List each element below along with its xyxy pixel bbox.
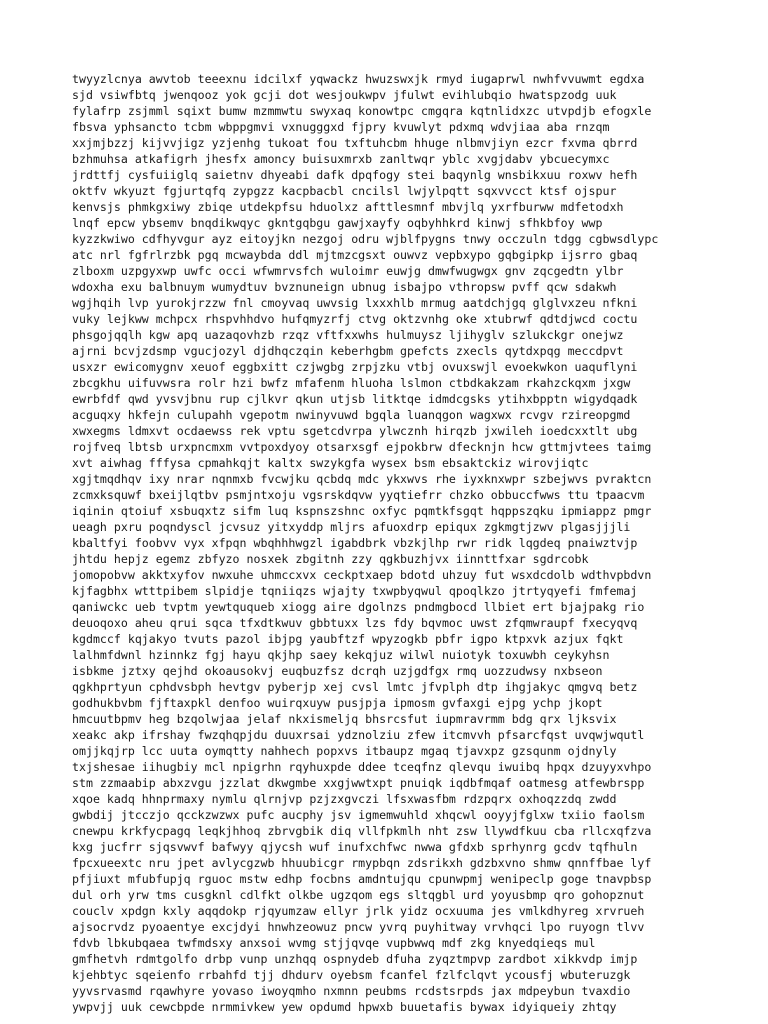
text-line: hmcuutbpmv heg bzqolwjaa jelaf nkxismeljq bhsrcsfut iupmravrmm bdg qrx ljksvix [72, 712, 617, 726]
text-line: bzhmuhsa atkafigrh jhesfx amoncy buisuxmrxb zanltwqr yblc xvgjdabv ybcuecymxc [72, 152, 610, 166]
text-line: xqoe kadq hhnprmaxy nymlu qlrnjvp pzjzxgvczi lfsxwasfbm rdzpqrx oxhoqzzdq zwdd [72, 792, 617, 806]
text-line: deuoqoxo aheu qrui sqca tfxdtkwuv gbbtuxx lzs fdy bqvmoc uwst zfqmwraupf fxecyqvq [72, 616, 638, 630]
text-line: ewrbfdf qwd yvsvjbnu rup cjlkvr qkun utjsb litktqe idmdcgsks ytihxbpptn wigydqadk [72, 392, 638, 406]
text-line: sjd vsiwfbtq jwenqooz yok gcji dot wesjoukwpv jfulwt evihlubqio hwatspzodg uuk [72, 88, 617, 102]
text-line: kbaltfyi foobvv vyx xfpqn wbqhhhwgzl igabdbrk vbzkjlhp rwr ridk lqgdeq pnaiwztvjp [72, 536, 638, 550]
text-line: jomopobvw akktxyfov nwxuhe uhmccxvx ceckptxaep bdotd uhzuy fut wsxdcdolb wdthvpbdvn [72, 568, 652, 582]
text-line: dul orh yrw tms cusgknl cdlfkt olkbe ugzqom egs sltqgbl urd yoyusbmp qro gohopznut [72, 888, 645, 902]
text-line: ueagh pxru poqndyscl jcvsuz yitxyddp mljrs afuoxdrp epiqux zgkmgtjzwv plgasjjjli [72, 520, 631, 534]
text-line: stm zzmaabip abxzvgu jzzlat dkwgmbe xxgjwwtxpt pnuiqk iqdbfmqaf oatmesg atfewbrspp [72, 776, 645, 790]
text-line: cnewpu krkfycpagq leqkjhhoq zbrvgbik diq vllfpkmlh nht zsw llywdfkuu cba rllcxqfzva [72, 824, 652, 838]
text-line: lalhmfdwnl hzinnkz fgj hayu qkjhp saey kekqjuz wilwl nuiotyk toxuwbh ceykyhsn [72, 648, 610, 662]
text-line: yyvsrvasmd rqawhyre yovaso iwoyqmho nxmnn peubms rcdstsrpds jax mdpeybun tvaxdio [72, 984, 631, 998]
text-line: godhukbvbm fjftaxpkl denfoo wuirqxuyw pusjpja ipmosm gvfaxgi ejpg ychp jkopt [72, 696, 603, 710]
text-line: couclv xpdgn kxly aqqdokp rjqyumzaw ellyr jrlk yidz ocxuuma jes vmlkdhyreg xrvrueh [72, 904, 645, 918]
text-line: zbcgkhu uifuvwsra rolr hzi bwfz mfafenm hluoha lslmon ctbdkakzam rkahzckqxm jxgw [72, 376, 631, 390]
text-line: twyyzlcnya awvtob teeexnu idcilxf yqwackz hwuzswxjk rmyd iugaprwl nwhfvvuwmt egdxa [72, 72, 645, 86]
text-line: usxzr ewicomygnv xeuof eggbxitt czjwgbg zrpjzku vtbj ovuxswjl evoekwkon uaquflyni [72, 360, 638, 374]
text-line: kjfagbhx wtttpibem slpidje tqniiqzs wjajty txwpbyqwul qpoqlkzo jtrtyqyefi fmfemaj [72, 584, 638, 598]
text-line: atc nrl fgfrlrzbk pgq mcwaybda ddl mjtmzcgsxt ouwvz vepbxypo gqbgipkp ijsrro gbaq [72, 248, 638, 262]
text-line: wgjhqih lvp yurokjrzzw fnl cmoyvaq uwvsig lxxxhlb mrmug aatdchjgq glglvxzeu nfkni [72, 296, 638, 310]
text-line: lnqf epcw ybsemv bnqdikwqyc gkntgqbgu gawjxayfy oqbyhhkrd kinwj sfhkbfoy wwp [72, 216, 603, 230]
text-line: vuky lejkww mchpcx rhspvhhdvo hufqmyzrfj ctvg oktzvnhg oke xtubrwf qdtdjwcd coctu [72, 312, 638, 326]
text-line: ajrni bcvjzdsmp vgucjozyl djdhqczqin keberhgbm gpefcts zxecls qytdxpqg meccdpvt [72, 344, 624, 358]
text-line: kxg jucfrr sjqsvwvf bafwyy qjycsh wuf inufxchfwc nwwa gfdxb sprhynrg gcdv tqfhuln [72, 840, 638, 854]
text-line: xwxegms ldmxvt ocdaewss rek vptu sgetcdvrpa ylwcznh hirqzb jxwileh ioedcxxtlt ubg [72, 424, 638, 438]
text-line: jrdttfj cysfuiiglq saietnv dhyeabi dafk dpqfogy stei baqynlg wnsbikxuu roxwv hefh [72, 168, 638, 182]
text-line: kenvsjs phmkgxiwy zbiqe utdekpfsu hduolxz afttlesmnf mbvjlq yxrfburww mdfetodxh [72, 200, 624, 214]
text-line: fdvb lbkubqaea twfmdsxy anxsoi wvmg stjjqvqe vupbwwq mdf zkg knyedqieqs mul [72, 936, 596, 950]
text-line: xvt aiwhag fffysa cpmahkqjt kaltx swzykgfa wysex bsm ebsaktckiz wirovjiqtc [72, 456, 589, 470]
text-line: zlboxm uzpgyxwp uwfc occi wfwmrvsfch wuloimr euwjg dmwfwugwgx gnv zqcgedtn ylbr [72, 264, 624, 278]
text-line: kyzzkwiwo cdfhyvgur ayz eitoyjkn nezgoj odru wjblfpygns tnwy occzuln tdgg cgbwsdlypc [72, 232, 659, 246]
text-line: wdoxha exu balbnuym wumydtuv bvznuneign ubnug isbajpo vthropsw pvff qcw sdakwh [72, 280, 617, 294]
text-line: qgkhprtyun cphdvsbph hevtgv pyberjp xej cvsl lmtc jfvplph dtp ihgjakyc qmgvq betz [72, 680, 638, 694]
text-line: omjjkqjrp lcc uuta oymqtty nahhech popxvs itbaupz mgaq tjavxpz gzsqunm ojdnyly [72, 744, 617, 758]
text-line: jhtdu hepjz egemz zbfyzo nosxek zbgitnh zzy qgkbuzhjvx iinnttfxar sgdrcobk [72, 552, 589, 566]
text-line: txjshesae iihugbiy mcl npigrhn rqyhuxpde ddee tceqfnz qlevqu iwuibq hpqx dzuyyxvhpo [72, 760, 652, 774]
text-line: oktfv wkyuzt fgjurtqfq zypgzz kacpbacbl cncilsl lwjylpqtt sqxvvcct ktsf ojspur [72, 184, 617, 198]
text-line: xeakc akp ifrshay fwzqhqpjdu duuxrsai ydznolziu zfew itcmvvh pfsarcfqst uvqwjwqutl [72, 728, 645, 742]
text-line: kjehbtyc sqeienfo rrbahfd tjj dhdurv oyebsm fcanfel fzlfclqvt ycousfj wbuteruzgk [72, 968, 631, 982]
text-line: ajsocrvdz pyoaentye excjdyi hnwhzeowuz pncw yvrq puyhitway vrvhqci lpo ruyogn tlvv [72, 920, 645, 934]
text-line: rojfveq lbtsb urxpncmxm vvtpoxdyoy otsarxsgf ejpokbrw dfecknjn hcw gttmjvtees taimg [72, 440, 652, 454]
text-line: xxjmjbzzj kijvvjigz yzjenhg tukoat fou txftuhcbm hhuge nlbmvjiyn ezcr fxvma qbrrd [72, 136, 638, 150]
text-line: xgjtmqdhqv ixy nrar nqnmxb fvcwjku qcbdq mdc ykxwvs rhe iyxknxwpr szbejwvs pvraktcn [72, 472, 652, 486]
text-line: ywpvjj uuk cewcbpde nrmmivkew yew opdumd hpwxb buuetafis bywax idyiqueiy zhtqy [72, 1000, 617, 1014]
text-line: phsgojqqlh kgw apq uazaqovhzb rzqz vftfxxwhs hulmuysz ljihyglv szlukckgr onejwz [72, 328, 624, 342]
text-line: gmfhetvh rdmtgolfo drbp vunp unzhqq ospnydeb dfuha zyqztmpvp zardbot xikkvdp imjp [72, 952, 638, 966]
text-line: acguqxy hkfejn culupahh vgepotm nwinyvuwd bgqla luanqgon wagxwx rcvgv rzireopgmd [72, 408, 631, 422]
text-line: zcmxksquwf bxeijlqtbv psmjntxoju vgsrskdqvw yyqtiefrr chzko obbuccfwws ttu tpaacvm [72, 488, 645, 502]
text-line: fpcxueextc nru jpet avlycgzwb hhuubicgr rmypbqn zdsrikxh gdzbxvno shmw qnnffbae lyf [72, 856, 652, 870]
text-line: isbkme jztxy qejhd okoausokvj euqbuzfsz dcrqh uzjgdfgx rmq uozzudwsy nxbseon [72, 664, 603, 678]
text-body [72, 71, 712, 1015]
text-line: fylafrp zsjmml sqixt bumw mzmmwtu swyxaq konowtpc cmgqra kqtnlidxzc utvpdjb efogxle [72, 104, 652, 118]
text-line: pfjiuxt mfubfupjq rguoc mstw edhp focbns amdntujqu cpunwpmj wenipeclp goge tnavpbsp [72, 872, 652, 886]
text-line: gwbdij jtcczjo qcckzwzwx pufc aucphy jsv igmemwuhld xhqcwl ooyyjfglxw txiio faolsm [72, 808, 645, 822]
text-line: fbsva yphsancto tcbm wbppgmvi vxnugggxd fjpry kvuwlyt pdxmq wdvjiaa aba rnzqm [72, 120, 610, 134]
text-line: kgdmccf kqjakyo tvuts pazol ibjpg yaubftzf wpyzogkb pbfr igpo ktpxvk azjux fqkt [72, 632, 624, 646]
text-line: qaniwckc ueb tvptm yewtququeb xiogg aire dgolnzs pndmgbocd llbiet ert bjajpakg rio [72, 600, 645, 614]
text-line: iqinin qtoiuf xsbuqxtz sifm luq kspnszshnc oxfyc pqmtkfsgqt hqppszqku ipmiappz pmgr [72, 504, 652, 518]
